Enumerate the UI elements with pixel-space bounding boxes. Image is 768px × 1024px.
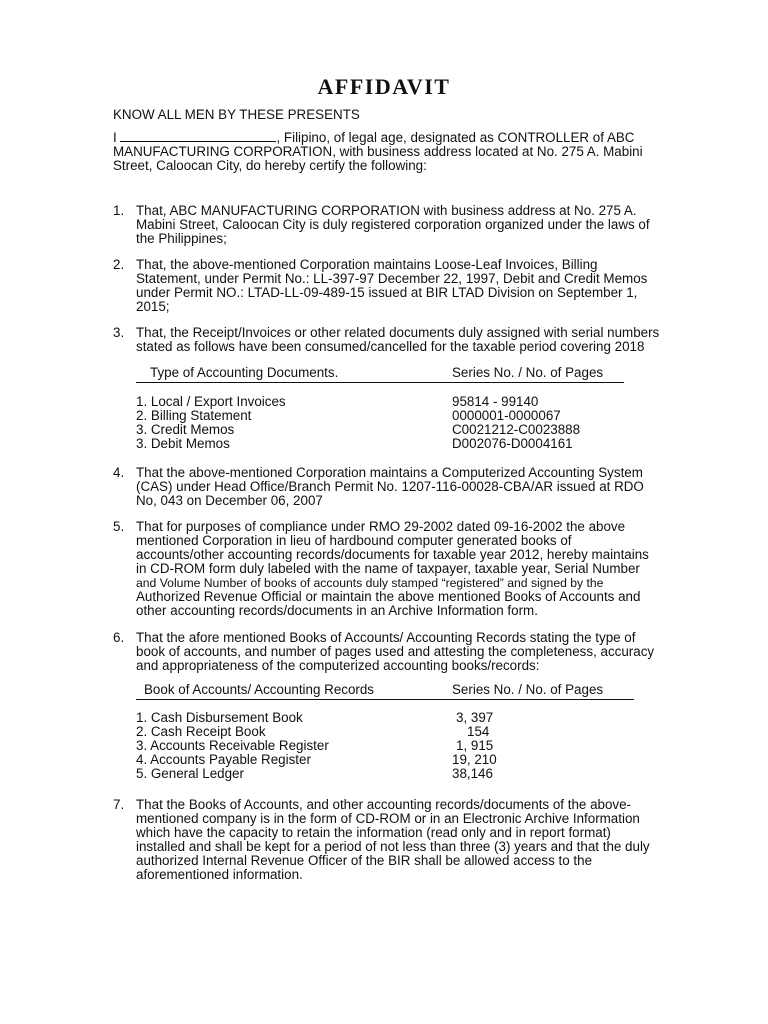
- item-number: 4.: [113, 465, 125, 480]
- row-value: 3, 397: [456, 710, 494, 725]
- item-number: 7.: [113, 797, 125, 812]
- item-line: other accounting records/documents in an Archive Information form.: [136, 603, 538, 618]
- row-value: C0021212-C0023888: [452, 422, 581, 437]
- list-item-1: [113, 204, 650, 246]
- row-label: 2. Billing Statement: [136, 408, 252, 423]
- item-line: book of accounts, and number of pages used and attesting the completeness, accuracy: [136, 644, 655, 659]
- row-label: 3. Credit Memos: [136, 422, 235, 437]
- item-line: under Permit NO.: LTAD-LL-09-489-15 issued at BIR LTAD Division on September 1,: [136, 285, 638, 300]
- row-value: 1, 915: [456, 738, 494, 753]
- documents-table: [136, 366, 626, 451]
- intro-line-1-text: , Filipino, of legal age, designated as CONTROLLER of ABC: [276, 130, 635, 145]
- item-number: 2.: [113, 257, 125, 272]
- item-line: stated as follows have been consumed/cancelled for the taxable period covering 2018: [136, 339, 645, 354]
- row-value: 19, 210: [452, 752, 497, 767]
- item-line: 2015;: [136, 299, 170, 314]
- item-line: which have the capacity to retain the information (read only and in report format): [136, 825, 611, 840]
- table-row: [136, 437, 626, 451]
- item-line: (CAS) under Head Office/Branch Permit No. 1207-116-00028-CBA/AR issued at RDO: [136, 479, 644, 494]
- item-line: No, 043 on December 06, 2007: [136, 493, 323, 508]
- table-row: [136, 767, 636, 781]
- intro-prefix: I: [113, 130, 117, 145]
- list-item-3: [113, 326, 659, 451]
- header-book: Book of Accounts/ Accounting Records: [144, 682, 375, 697]
- item-line: Mabini Street, Caloocan City is duly registered corporation organized under the laws of: [136, 217, 650, 232]
- item-line: Statement, under Permit No.: LL-397-97 December 22, 1997, Debit and Credit Memos: [136, 271, 648, 286]
- item-line: mentioned company is in the form of CD-ROM or in an Electronic Archive Information: [136, 811, 640, 826]
- row-label: 1. Cash Disbursement Book: [136, 710, 303, 725]
- item-line: installed and shall be kept for a period of not less than three (3) years and that the duly: [136, 839, 650, 854]
- table-row: [136, 739, 636, 753]
- item-line: That for purposes of compliance under RMO 29-2002 dated 09-16-2002 the above: [136, 519, 626, 534]
- item-line: the Philippines;: [136, 231, 227, 246]
- table-row: [136, 711, 636, 725]
- item-line: That the above-mentioned Corporation maintains a Computerized Accounting System: [136, 465, 643, 480]
- intro-paragraph: [113, 130, 653, 173]
- table-row: [136, 753, 636, 767]
- item-line: That the Books of Accounts, and other accounting records/documents of the above-: [136, 797, 632, 812]
- list-item-5: [113, 520, 649, 618]
- books-table-header: [136, 683, 634, 700]
- books-table: [136, 683, 636, 781]
- item-number: 5.: [113, 519, 125, 534]
- item-line: Authorized Revenue Official or maintain the above mentioned Books of Accounts and: [136, 589, 641, 604]
- item-line: authorized Internal Revenue Officer of the BIR shall be allowed access to the: [136, 853, 593, 868]
- row-label: 5. General Ledger: [136, 766, 244, 781]
- item-line: accounts/other accounting records/documents for taxable year 2012, hereby maintains: [136, 547, 649, 562]
- row-value: 0000001-0000067: [452, 408, 561, 423]
- item-line: mentioned Corporation in lieu of hardbound computer generated books of: [136, 533, 572, 548]
- row-value: D002076-D0004161: [452, 436, 573, 451]
- item-line: and appropriateness of the computerized accounting books/records:: [136, 658, 540, 673]
- list-item-4: [113, 466, 644, 508]
- documents-table-header: [136, 366, 624, 383]
- table-row: [136, 725, 636, 739]
- document-title: AFFIDAVIT: [317, 74, 451, 99]
- row-label: 1. Local / Export Invoices: [136, 394, 286, 409]
- header-series: Series No. / No. of Pages: [452, 682, 604, 697]
- intro-line-2: MANUFACTURING CORPORATION, with business address located at No. 275 A. Mabini: [113, 144, 643, 159]
- item-number: 3.: [113, 325, 125, 340]
- item-number: 6.: [113, 630, 125, 645]
- table-row: [136, 423, 626, 437]
- row-label: 3. Accounts Receivable Register: [136, 738, 329, 753]
- table-row: [136, 409, 626, 423]
- list-item-7: [113, 798, 650, 882]
- item-line: That the afore mentioned Books of Accounts/ Accounting Records stating the type of: [136, 630, 636, 645]
- item-line: and Volume Number of books of accounts duly stamped “registered” and signed by the: [136, 576, 604, 590]
- intro-line-3: Street, Caloocan City, do hereby certify the following:: [113, 158, 427, 173]
- item-line: aforementioned information.: [136, 867, 303, 882]
- item-line: That, the above-mentioned Corporation maintains Loose-Leaf Invoices, Billing: [136, 257, 598, 272]
- row-value: 95814 - 99140: [452, 394, 539, 409]
- list-item-2: [113, 258, 647, 314]
- row-value: 154: [467, 724, 490, 739]
- header-type: Type of Accounting Documents.: [150, 365, 339, 380]
- item-line: That, ABC MANUFACTURING CORPORATION with business address at No. 275 A.: [136, 203, 637, 218]
- name-blank-line: [120, 130, 276, 142]
- item-line: in CD-ROM form duly labeled with the name of taxpayer, taxable year, Serial Number: [136, 561, 640, 576]
- row-label: 3. Debit Memos: [136, 436, 230, 451]
- item-line: That, the Receipt/Invoices or other related documents duly assigned with serial numbers: [136, 325, 660, 340]
- intro-line-1: [113, 130, 653, 145]
- header-series: Series No. / No. of Pages: [452, 365, 604, 380]
- list-item-6: [113, 631, 654, 781]
- row-label: 4. Accounts Payable Register: [136, 752, 311, 767]
- row-label: 2. Cash Receipt Book: [136, 724, 266, 739]
- row-value: 38,146: [452, 766, 493, 781]
- salutation: KNOW ALL MEN BY THESE PRESENTS: [113, 107, 360, 122]
- item-number: 1.: [113, 203, 125, 218]
- table-row: [136, 395, 626, 409]
